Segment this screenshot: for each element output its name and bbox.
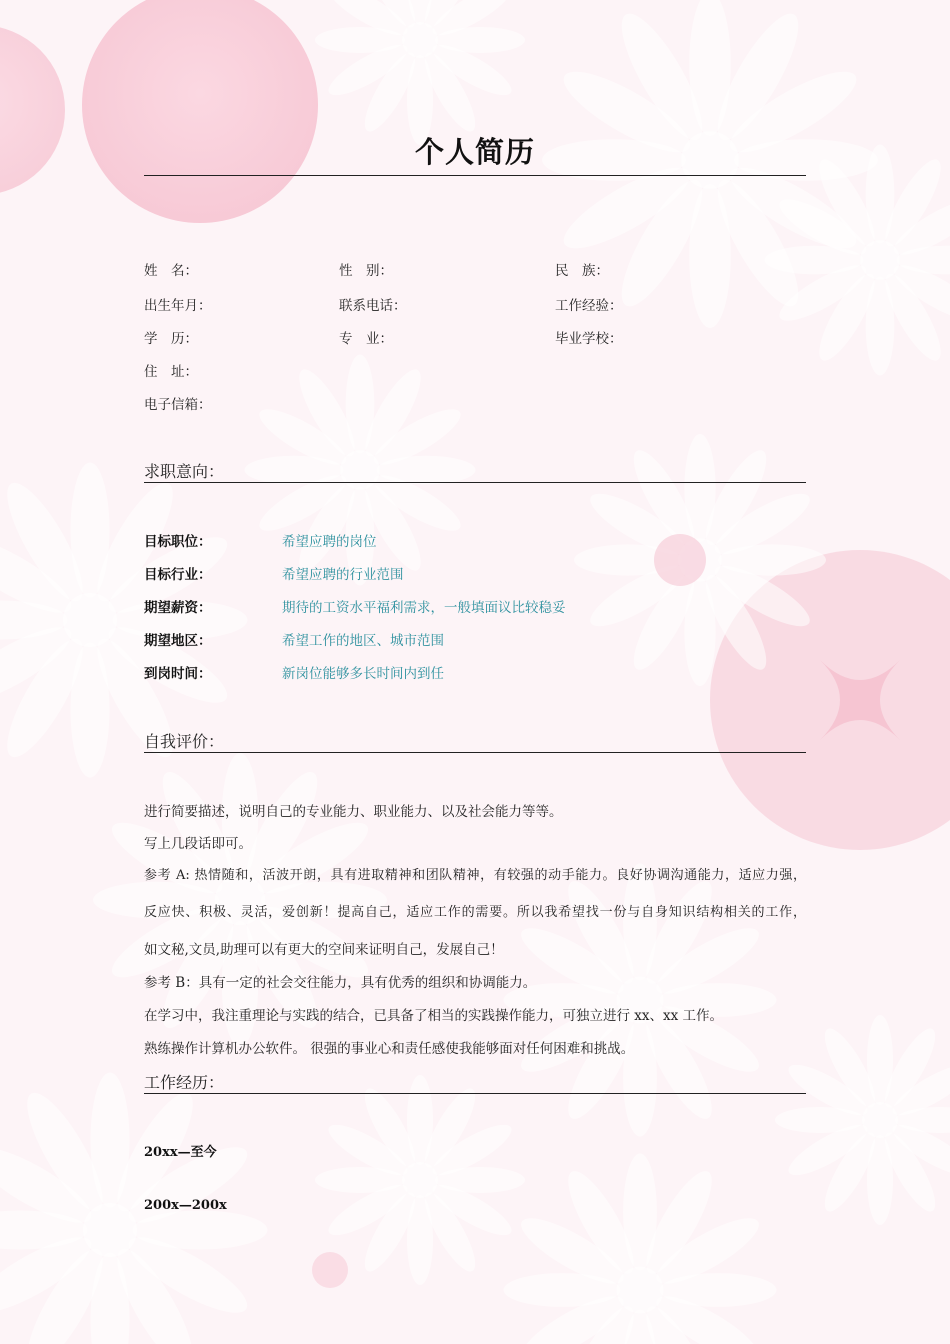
job-intention-heading: 求职意向：: [144, 462, 225, 481]
email-label: 电子信箱：: [144, 397, 212, 413]
expected-salary-label: 期望薪资：: [144, 600, 212, 616]
expected-region-value: 希望工作的地区、城市范围: [282, 633, 444, 649]
major-label: 专 业：: [339, 331, 393, 347]
start-time-value: 新岗位能够多长时间内到任: [282, 666, 444, 682]
evaluation-line: 在学习中，我注重理论与实践的结合，已具备了相当的实践操作能力，可独立进行 xx、xx 工作。: [144, 1008, 724, 1024]
expected-region-label: 期望地区：: [144, 633, 212, 649]
evaluation-line: 写上几段话即可。: [144, 836, 252, 852]
job-intention-divider: [144, 482, 806, 483]
target-position-label: 目标职位：: [144, 534, 212, 550]
address-label: 住 址：: [144, 364, 198, 380]
gender-label: 性 别：: [339, 263, 393, 279]
phone-label: 联系电话：: [339, 298, 407, 314]
evaluation-line: 反应快、积极、灵活，爱创新！提高自己，适应工作的需要。所以我希望找一份与自身知识结构相关的工作，: [144, 905, 806, 920]
education-label: 学 历：: [144, 331, 198, 347]
title-divider: [144, 175, 806, 176]
name-label: 姓 名：: [144, 263, 198, 279]
experience-label: 工作经验：: [555, 298, 623, 314]
work-period: 20xx—至今: [144, 1145, 217, 1160]
work-period: 200x—200x: [144, 1198, 227, 1213]
self-evaluation-divider: [144, 752, 806, 753]
work-experience-divider: [144, 1093, 806, 1094]
work-experience-heading: 工作经历：: [144, 1073, 225, 1092]
page-title: 个人简历: [414, 135, 535, 169]
self-evaluation-heading: 自我评价：: [144, 732, 225, 751]
target-industry-label: 目标行业：: [144, 567, 212, 583]
evaluation-line: 如文秘,文员,助理可以有更大的空间来证明自己，发展自己！: [144, 942, 504, 958]
expected-salary-value: 期待的工资水平福利需求，一般填面议比较稳妥: [282, 600, 566, 616]
evaluation-line: 参考 A: 热情随和，活波开朗，具有进取精神和团队精神，有较强的动手能力。良好协调沟通能力，适应力强，: [144, 868, 806, 883]
target-industry-value: 希望应聘的行业范围: [282, 567, 404, 583]
evaluation-line: 进行简要描述，说明自己的专业能力、职业能力、以及社会能力等等。: [144, 804, 563, 820]
ethnicity-label: 民 族：: [555, 263, 609, 279]
evaluation-line: 熟练操作计算机办公软件。 很强的事业心和责任感使我能够面对任何困难和挑战。: [144, 1041, 635, 1057]
start-time-label: 到岗时间：: [144, 666, 212, 682]
school-label: 毕业学校：: [555, 331, 623, 347]
target-position-value: 希望应聘的岗位: [282, 534, 377, 550]
evaluation-line: 参考 B：具有一定的社会交往能力，具有优秀的组织和协调能力。: [144, 975, 537, 991]
birth-label: 出生年月：: [144, 298, 212, 314]
